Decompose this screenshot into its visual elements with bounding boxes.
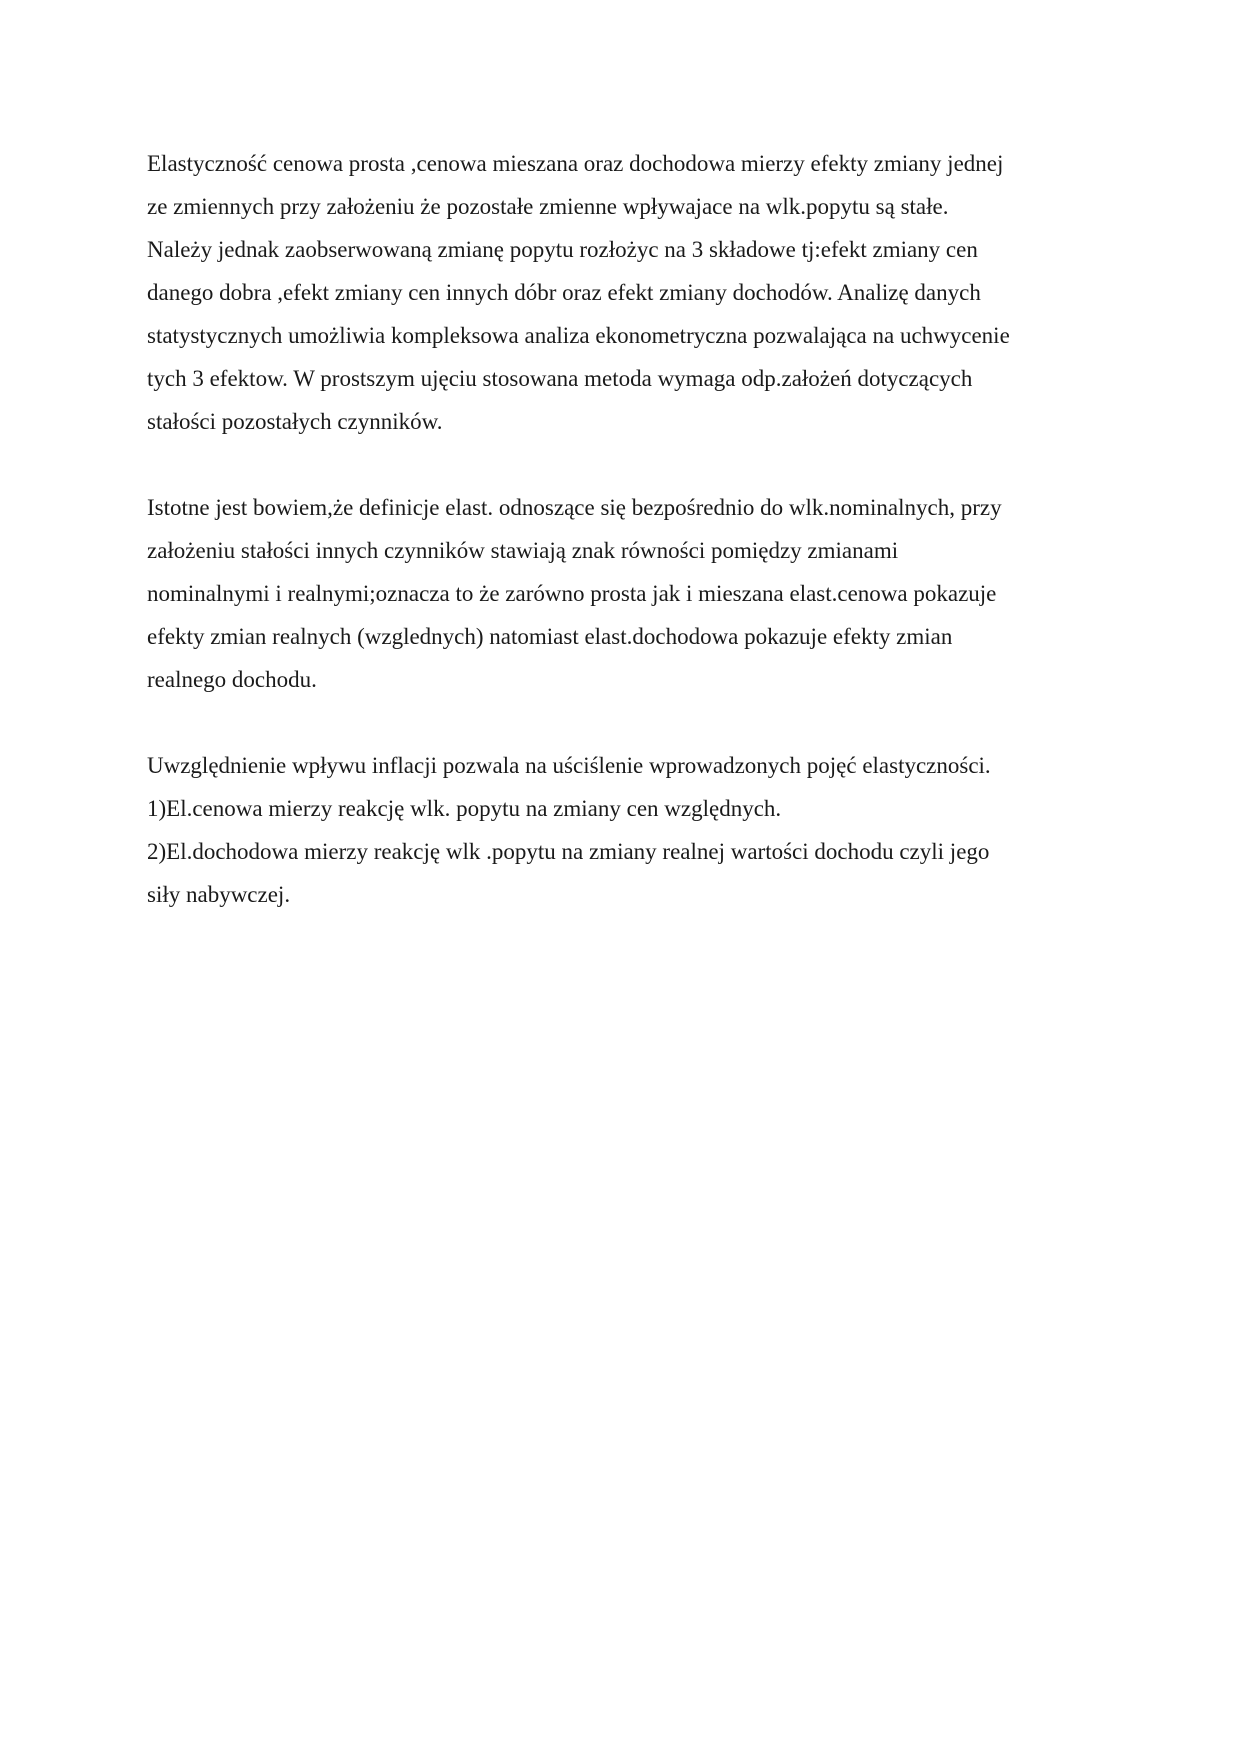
- text-line: nominalnymi i realnymi;oznacza to że zarówno prosta jak i mieszana elast.cenowa pokazuje: [147, 581, 997, 606]
- text-line: Istotne jest bowiem,że definicje elast. odnoszące się bezpośrednio do wlk.nominalnych, przy: [147, 495, 1002, 520]
- text-line: Należy jednak zaobserwowaną zmianę popytu rozłożyc na 3 składowe tj:efekt zmiany cen: [147, 237, 978, 262]
- paragraph-3: [147, 744, 1097, 916]
- text-line: realnego dochodu.: [147, 667, 317, 692]
- paragraph-1: [147, 142, 1097, 443]
- text-line: tych 3 efektow. W prostszym ujęciu stosowana metoda wymaga odp.założeń dotyczących: [147, 366, 973, 391]
- paragraph-2: [147, 486, 1097, 701]
- text-line: stałości pozostałych czynników.: [147, 409, 443, 434]
- text-line: statystycznych umożliwia kompleksowa analiza ekonometryczna pozwalająca na uchwycenie: [147, 323, 1010, 348]
- document-body: [147, 142, 1097, 916]
- text-line: Elastyczność cenowa prosta ,cenowa mieszana oraz dochodowa mierzy efekty zmiany jednej: [147, 151, 1004, 176]
- list-item-2-continued: siły nabywczej.: [147, 882, 291, 907]
- list-item-1: 1)El.cenowa mierzy reakcję wlk. popytu na zmiany cen względnych.: [147, 796, 782, 821]
- list-item-2: 2)El.dochodowa mierzy reakcję wlk .popytu na zmiany realnej wartości dochodu czyli jego: [147, 839, 990, 864]
- text-line: efekty zmian realnych (wzglednych) natomiast elast.dochodowa pokazuje efekty zmian: [147, 624, 953, 649]
- text-line: danego dobra ,efekt zmiany cen innych dóbr oraz efekt zmiany dochodów. Analizę danych: [147, 280, 981, 305]
- text-line: ze zmiennych przy założeniu że pozostałe zmienne wpływajace na wlk.popytu są stałe.: [147, 194, 949, 219]
- text-line: Uwzględnienie wpływu inflacji pozwala na uściślenie wprowadzonych pojęć elastyczności.: [147, 753, 991, 778]
- paragraph-spacer: [147, 701, 1097, 744]
- paragraph-spacer: [147, 443, 1097, 486]
- text-line: założeniu stałości innych czynników stawiają znak równości pomiędzy zmianami: [147, 538, 899, 563]
